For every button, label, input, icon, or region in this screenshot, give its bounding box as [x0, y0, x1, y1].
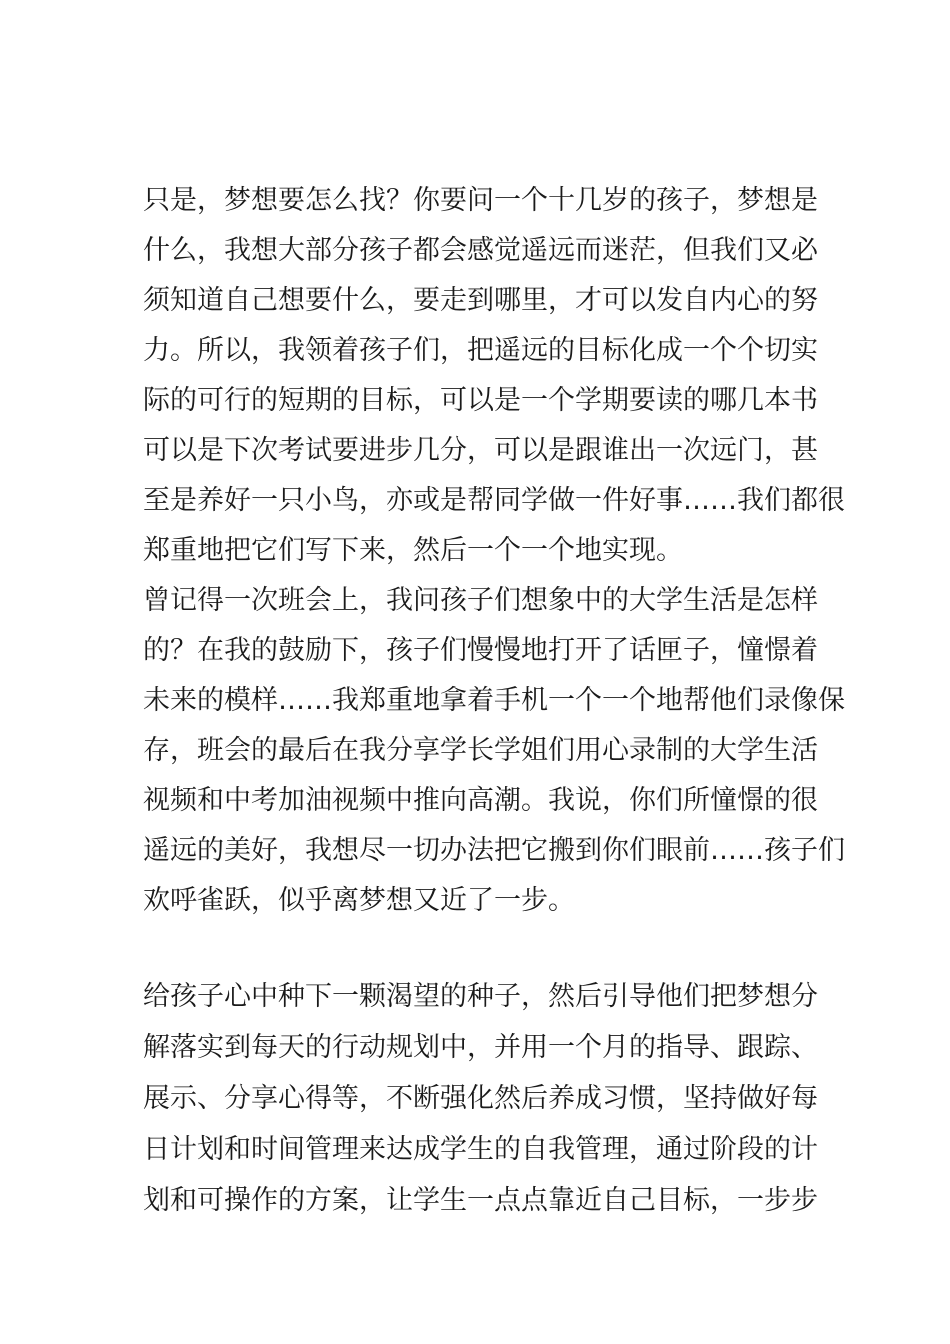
paragraph-3-line-4: 日计划和时间管理来达成学生的自我管理，通过阶段的计 [143, 1134, 818, 1165]
paragraph-3-line-1: 给孩子心中种下一颗渴望的种子，然后引导他们把梦想分 [143, 981, 818, 1012]
paragraph-3-line-2: 解落实到每天的行动规划中，并用一个月的指导、跟踪、 [143, 1032, 818, 1063]
paragraph-2-line-7: 欢呼雀跃，似乎离梦想又近了一步。 [143, 885, 575, 916]
paragraph-2-line-3: 未来的模样……我郑重地拿着手机一个一个地帮他们录像保 [143, 685, 845, 716]
paragraph-1-line-5: 际的可行的短期的目标，可以是一个学期要读的哪几本书 [143, 385, 818, 416]
paragraph-3-line-5: 划和可操作的方案，让学生一点点靠近自己目标，一步步 [143, 1185, 818, 1216]
paragraph-2-line-2: 的？在我的鼓励下，孩子们慢慢地打开了话匣子，憧憬着 [143, 635, 818, 666]
paragraph-1-line-8: 郑重地把它们写下来，然后一个一个地实现。 [143, 535, 683, 566]
paragraph-2-line-5: 视频和中考加油视频中推向高潮。我说，你们所憧憬的很 [143, 785, 818, 816]
paragraph-1-line-6: 可以是下次考试要进步几分，可以是跟谁出一次远门，甚 [143, 435, 818, 466]
paragraph-2-line-1: 曾记得一次班会上，我问孩子们想象中的大学生活是怎样 [143, 585, 818, 616]
paragraph-2-line-4: 存，班会的最后在我分享学长学姐们用心录制的大学生活 [143, 735, 818, 766]
paragraph-3-line-3: 展示、分享心得等，不断强化然后养成习惯，坚持做好每 [143, 1083, 818, 1114]
paragraph-1-line-2: 什么，我想大部分孩子都会感觉遥远而迷茫，但我们又必 [143, 235, 818, 266]
paragraph-1-line-4: 力。所以，我领着孩子们，把遥远的目标化成一个个切实 [143, 335, 818, 366]
paragraph-1-line-1: 只是，梦想要怎么找？你要问一个十几岁的孩子，梦想是 [143, 185, 818, 216]
paragraph-1-line-7: 至是养好一只小鸟，亦或是帮同学做一件好事……我们都很 [143, 485, 845, 516]
paragraph-1-line-3: 须知道自己想要什么，要走到哪里，才可以发自内心的努 [143, 285, 818, 316]
paragraph-2-line-6: 遥远的美好，我想尽一切办法把它搬到你们眼前……孩子们 [143, 835, 845, 866]
